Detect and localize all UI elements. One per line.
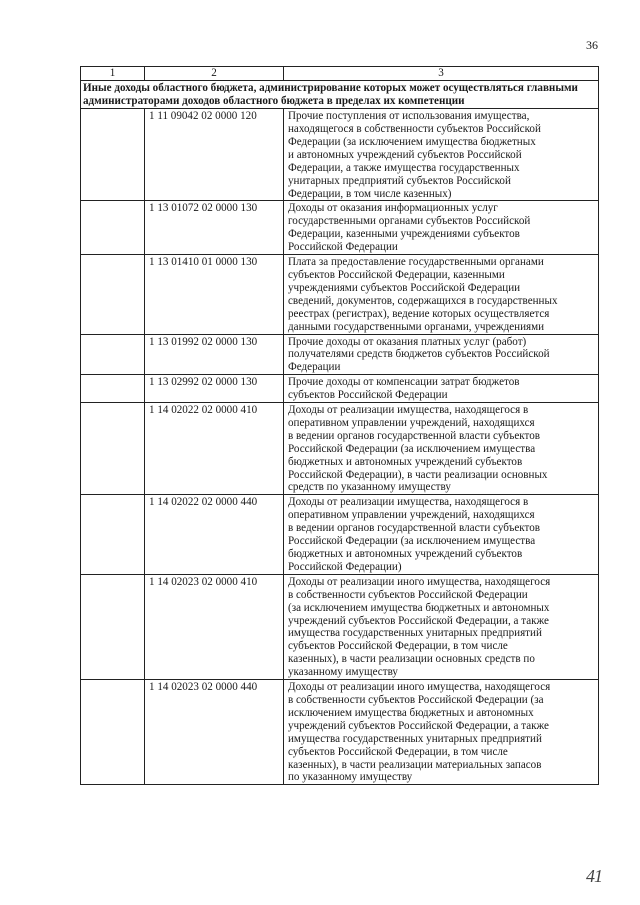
description-line: Федерации (за исключением имущества бюджетных (288, 135, 536, 148)
revenue-description-cell (284, 334, 599, 375)
admin-code-cell (81, 375, 145, 403)
description-line: бюджетных и автономных учреждений субъектов (288, 455, 523, 468)
admin-code-cell (81, 334, 145, 375)
description-line: Федерации (288, 361, 341, 374)
description-line: учреждениями субъектов Российской Федерации (288, 281, 521, 294)
revenue-code-cell: 1 14 02022 02 0000 410 (145, 403, 284, 495)
description-line: данными государственными органами, учреждениями (288, 320, 545, 333)
description-line: субъектов Российской Федерации, в том числе (288, 640, 508, 653)
revenue-code-table (80, 66, 599, 785)
description-line: Доходы от реализации иного имущества, находящегося (288, 681, 551, 694)
description-line: реестрах (регистрах), ведение которых осуществляется (288, 307, 550, 320)
page-number: 36 (586, 38, 598, 52)
admin-code-cell (81, 109, 145, 201)
description-line: исключением имущества бюджетных и автономных (288, 706, 534, 719)
revenue-description-cell (284, 375, 599, 403)
description-line: и автономных учреждений субъектов Российской (288, 148, 522, 161)
description-line: Федерации, в том числе казенных) (288, 187, 452, 200)
table-body (81, 67, 599, 785)
table-row (81, 403, 599, 495)
description-line: Российской Федерации (288, 241, 398, 254)
column-number-1: 1 (81, 67, 145, 81)
description-line: государственными органами субъектов Российской (288, 215, 531, 228)
description-line: казенных), в части реализации материальных запасов (288, 758, 542, 771)
description-line: в ведении органов государственной власти субъектов (288, 522, 540, 535)
description-line: Прочие доходы от компенсации затрат бюджетов (288, 376, 520, 389)
admin-code-cell (81, 495, 145, 574)
description-line: Российской Федерации) (288, 560, 402, 573)
table-row (81, 255, 599, 334)
description-line: оперативном управлении учреждений, находящихся (288, 509, 535, 522)
table-row (81, 109, 599, 201)
description-line: Доходы от оказания информационных услуг (288, 202, 498, 215)
handwritten-page-mark: 41 (586, 866, 602, 886)
revenue-code-cell: 1 14 02022 02 0000 440 (145, 495, 284, 574)
description-line: Доходы от реализации имущества, находящегося в (288, 496, 529, 509)
revenue-description-cell (284, 109, 599, 201)
description-line: в собственности субъектов Российской Федерации (за (288, 693, 544, 706)
description-line: учреждений субъектов Российской Федерации, а также (288, 719, 549, 732)
revenue-code-cell: 1 14 02023 02 0000 440 (145, 680, 284, 785)
section-header: Иные доходы областного бюджета, администрирование которых может осуществляться главными администраторами доходов областного бюджета в пределах их компетенции (81, 80, 599, 108)
description-line: Российской Федерации (за исключением имущества (288, 442, 536, 455)
description-line: Доходы от реализации иного имущества, находящегося (288, 575, 551, 588)
description-line: унитарных предприятий субъектов Российской (288, 174, 511, 187)
revenue-description-cell (284, 495, 599, 574)
description-line: Прочие поступления от использования имущества, (288, 110, 530, 123)
description-line: Российской Федерации (за исключением имущества (288, 535, 536, 548)
description-line: получателями средств бюджетов субъектов Российской (288, 348, 550, 361)
description-line: в ведении органов государственной власти субъектов (288, 429, 540, 442)
revenue-description-cell (284, 255, 599, 334)
description-line: в собственности субъектов Российской Федерации (288, 588, 528, 601)
description-line: Российской Федерации), в части реализации основных (288, 468, 548, 481)
revenue-description-cell (284, 574, 599, 679)
revenue-code-cell: 1 14 02023 02 0000 410 (145, 574, 284, 679)
description-line: бюджетных и автономных учреждений субъектов (288, 548, 523, 560)
revenue-description-cell (284, 403, 599, 495)
admin-code-cell (81, 201, 145, 255)
admin-code-cell (81, 403, 145, 495)
table-row (81, 495, 599, 574)
description-line: Федерации, казенными учреждениями субъектов (288, 228, 520, 241)
description-line: сведений, документов, содержащихся в государственных (288, 294, 558, 307)
revenue-description-cell (284, 680, 599, 785)
revenue-description-cell (284, 201, 599, 255)
revenue-code-cell: 1 13 01072 02 0000 130 (145, 201, 284, 255)
revenue-code-cell: 1 13 01410 01 0000 130 (145, 255, 284, 334)
table-row (81, 334, 599, 375)
revenue-code-cell: 1 13 02992 02 0000 130 (145, 375, 284, 403)
description-line: указанному имуществу (288, 666, 398, 679)
description-line: субъектов Российской Федерации (288, 389, 448, 402)
description-line: Прочие доходы от оказания платных услуг (работ) (288, 335, 527, 348)
description-line: по указанному имуществу (288, 771, 413, 784)
description-line: учреждений субъектов Российской Федерации, а также (288, 614, 549, 627)
revenue-code-cell: 1 13 01992 02 0000 130 (145, 334, 284, 375)
description-line: имущества государственных унитарных предприятий (288, 732, 542, 745)
description-line: казенных), в части реализации основных средств по (288, 653, 535, 666)
admin-code-cell (81, 255, 145, 334)
description-line: субъектов Российской Федерации, в том числе (288, 745, 508, 758)
description-line: субъектов Российской Федерации, казенными (288, 268, 505, 281)
description-line: Федерации, а также имущества государственных (288, 161, 520, 174)
revenue-code-cell: 1 11 09042 02 0000 120 (145, 109, 284, 201)
column-number-row (81, 67, 599, 81)
table-row (81, 375, 599, 403)
admin-code-cell (81, 574, 145, 679)
description-line: оперативном управлении учреждений, находящихся (288, 416, 535, 429)
description-line: имущества государственных унитарных предприятий (288, 627, 542, 640)
section-header-row (81, 80, 599, 108)
column-number-3: 3 (284, 67, 599, 81)
admin-code-cell (81, 680, 145, 785)
table-row (81, 574, 599, 679)
description-line: (за исключением имущества бюджетных и автономных (288, 601, 550, 614)
description-line: находящегося в собственности субъектов Российской (288, 123, 541, 135)
table-row (81, 680, 599, 785)
description-line: средств по указанному имуществу (288, 481, 451, 494)
table-row (81, 201, 599, 255)
description-line: Плата за предоставление государственными органами (288, 256, 544, 269)
description-line: Доходы от реализации имущества, находящегося в (288, 404, 529, 417)
column-number-2: 2 (145, 67, 284, 81)
